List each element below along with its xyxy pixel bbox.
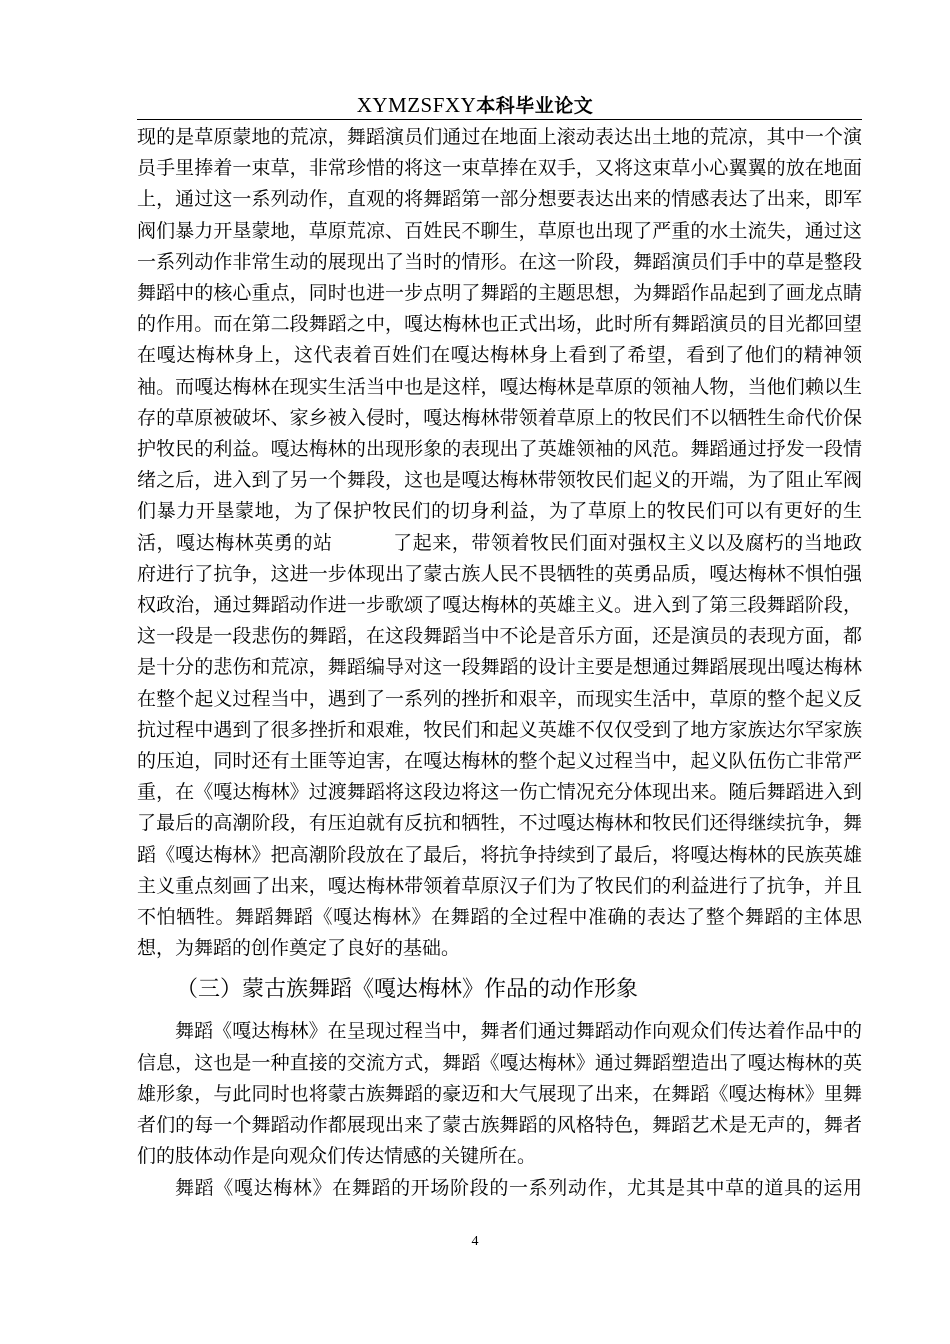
header-code: XYMZSFXY (356, 93, 477, 117)
body-paragraph-3: 舞蹈《嘎达梅林》在舞蹈的开场阶段的一系列动作，尤其是其中草的道具的运用 (175, 1176, 862, 1199)
running-header (0, 92, 950, 119)
section-heading: （三）蒙古族舞蹈《嘎达梅林》作品的动作形象 (176, 977, 639, 1003)
header-rule (137, 119, 862, 120)
header-title: 本科毕业论文 (476, 95, 594, 117)
body-paragraph-1-part-b: 了起来，带领着牧民们面对强权主义以及腐朽的当地政府进行了抗争，这进一步体现出了蒙古族人民不畏牺牲的英勇品质，嘎达梅林不惧怕强权政治，通过舞蹈动作进一步歌颂了嘎达梅林的英雄主义。进入到了第三段舞蹈阶段，这一段是一段悲伤的舞蹈，在这段舞蹈当中不论是音乐方面，还是演员的表现方面，都是十分的悲伤和荒凉，舞蹈编导对这一段舞蹈的设计主要是想通过舞蹈展现出嘎达梅林在整个起义过程当中，遇到了一系列的挫折和艰辛，而现实生活中，草原的整个起义反抗过程中遇到了很多挫折和艰难，牧民们和起义英雄不仅仅受到了地方家族达尔罕家族的压迫，同时还有土匪等迫害，在嘎达梅林的整个起义过程当中，起义队伍伤亡非常严重，在《嘎达梅林》过渡舞蹈将这段边将这一伤亡情况充分体现出来。随后舞蹈进入到了最后的高潮阶段，有压迫就有反抗和牺牲，不过嘎达梅林和牧民们还得继续抗争，舞蹈《嘎达梅林》把高潮阶段放在了最后，将抗争持续到了最后，将嘎达梅林的民族英雄主义重点刻画了出来，嘎达梅林带领着草原汉子们为了牧民们的利益进行了抗争，并且不怕牺牲。舞蹈舞蹈《嘎达梅林》在舞蹈的全过程中准确的表达了整个舞蹈的主体思想，为舞蹈的创作奠定了良好的基础。 (137, 531, 862, 960)
body-paragraph-1 (137, 122, 862, 964)
page-body (137, 122, 862, 1204)
body-paragraph-1-part-a: 现的是草原蒙地的荒凉，舞蹈演员们通过在地面上滚动表达出土地的荒凉，其中一个演员手里捧着一束草，非常珍惜的将这一束草捧在双手，又将这束草小心翼翼的放在地面上，通过这一系列动作，直观的将舞蹈第一部分想要表达出来的情感表达了出来，即军阀们暴力开垦蒙地，草原荒凉、百姓民不聊生，草原也出现了严重的水土流失，通过这一系列动作非常生动的展现出了当时的情形。在这一阶段，舞蹈演员们手中的草是整段舞蹈中的核心重点，同时也进一步点明了舞蹈的主题思想，为舞蹈作品起到了画龙点睛的作用。而在第二段舞蹈之中，嘎达梅林也正式出场，此时所有舞蹈演员的目光都回望在嘎达梅林身上，这代表着百姓们在嘎达梅林身上看到了希望，看到了他们的精神领袖。而嘎达梅林在现实生活当中也是这样，嘎达梅林是草原的领袖人物，当他们赖以生存的草原被破坏、家乡被入侵时，嘎达梅林带领着草原上的牧民们不以牺牲生命代价保护牧民的利益。嘎达梅林的出现形象的表现出了英雄领袖的风范。舞蹈通过抒发一段情绪之后，进入到了另一个舞段，这也是嘎达梅林带领牧民们起义的开端，为了阻止军阀们暴力开垦蒙地，为了保护牧民们的切身利益，为了草原上的牧民们可以有更好的生活，嘎达梅林英勇的站 (137, 126, 862, 554)
page-number: 4 (471, 1234, 479, 1249)
body-paragraph-2: 舞蹈《嘎达梅林》在呈现过程当中，舞者们通过舞蹈动作向观众们传达着作品中的信息，这也是一种直接的交流方式，舞蹈《嘎达梅林》通过舞蹈塑造出了嘎达梅林的英雄形象，与此同时也将蒙古族舞蹈的豪迈和大气展现了出来，在舞蹈《嘎达梅林》里舞者们的每一个舞蹈动作都展现出来了蒙古族舞蹈的风格特色，舞蹈艺术是无声的，舞者们的肢体动作是向观众们传达情感的关键所在。 (137, 1020, 862, 1168)
